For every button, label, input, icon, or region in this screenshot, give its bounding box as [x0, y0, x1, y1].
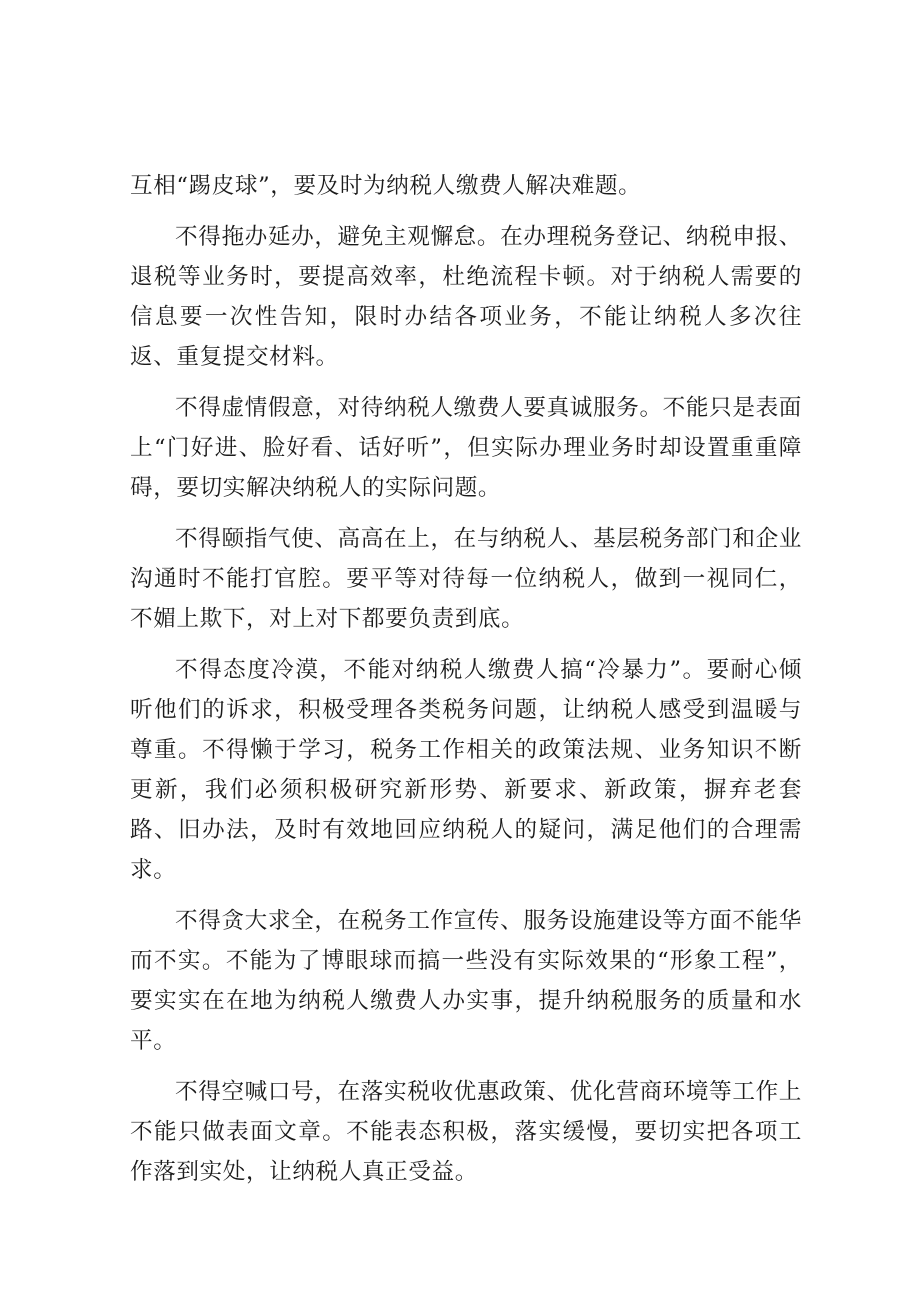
paragraph-no-arrogance: 不得颐指气使、高高在上，在与纳税人、基层税务部门和企业沟通时不能打官腔。要平等对待每一位纳税人，做到一视同仁，不媚上欺下，对上对下都要负责到底。	[130, 526, 802, 632]
paragraph-no-vanity: 不得贪大求全，在税务工作宣传、服务设施建设等方面不能华而不实。不能为了博眼球而搞一些没有实际效果的“形象工程”，要实实在在地为纳税人缴费人办实事，提升纳税服务的质量和水平。	[130, 908, 802, 1054]
paragraph-no-insincerity: 不得虚情假意，对待纳税人缴费人要真诚服务。不能只是表面上“门好进、脸好看、话好听”，但实际办理业务时却设置重重障碍，要切实解决纳税人的实际问题。	[130, 395, 802, 501]
paragraph-no-empty-slogans: 不得空喊口号，在落实税收优惠政策、优化营商环境等工作上不能只做表面文章。不能表态积极，落实缓慢，要切实把各项工作落到实处，让纳税人真正受益。	[130, 1079, 802, 1185]
paragraph-continuation: 互相“踢皮球”，要及时为纳税人缴费人解决难题。	[130, 173, 642, 199]
paragraph-no-indifference: 不得态度冷漠，不能对纳税人缴费人搞“冷暴力”。要耐心倾听他们的诉求，积极受理各类税务问题，让纳税人感受到温暖与尊重。不得懒于学习，税务工作相关的政策法规、业务知识不断更新，我们必须积极研究新形势、新要求、新政策，摒弃老套路、旧办法，及时有效地回应纳税人的疑问，满足他们的合理需求。	[130, 657, 802, 883]
document-body	[130, 166, 802, 1203]
paragraph-no-delay: 不得拖办延办，避免主观懈怠。在办理税务登记、纳税申报、退税等业务时，要提高效率，杜绝流程卡顿。对于纳税人需要的信息要一次性告知，限时办结各项业务，不能让纳税人多次往返、重复提交材料。	[130, 224, 802, 370]
